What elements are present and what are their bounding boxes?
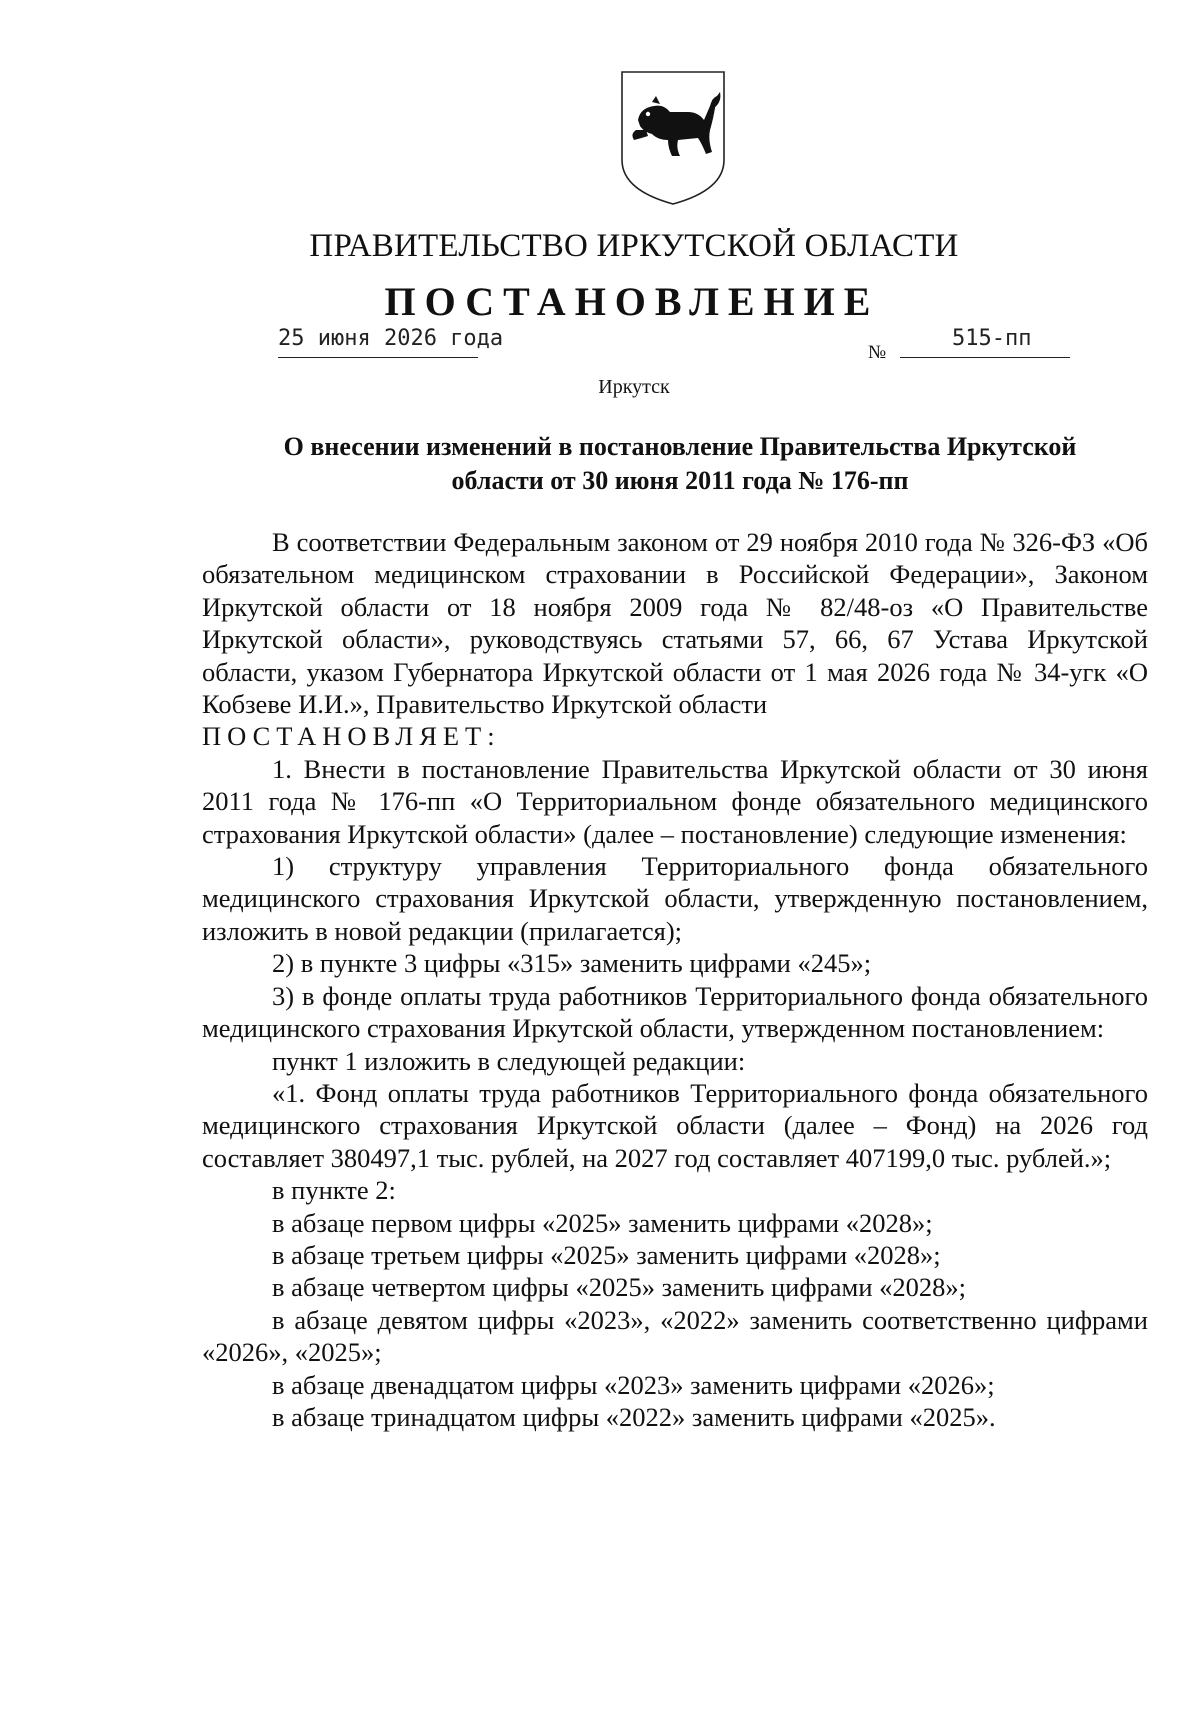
subclause-1: 1) структуру управления Территориального фонда обязательного медицинского страхования Иркутской области, утвержденную постановлением, изложить в новой редакции (прилагается); bbox=[202, 851, 1148, 946]
subclause-3: 3) в фонде оплаты труда работников Территориального фонда обязательного медицинского страхования Иркутской области, утвержденном постановлением: bbox=[202, 980, 1148, 1044]
amendment-line: в абзаце третьем цифры «2025» заменить цифрами «2028»; bbox=[272, 1239, 941, 1270]
document-type-heading: ПОСТАНОВЛЕНИЕ bbox=[384, 279, 880, 324]
amendment-line: в абзаце двенадцатом цифры «2023» заменить цифрами «2026»; bbox=[272, 1369, 995, 1400]
document-title: О внесении изменений в постановление Правительства Иркутской области от 30 июня 2011 года № 176-пп bbox=[283, 432, 1077, 495]
amendment-line: в абзаце первом цифры «2025» заменить цифрами «2028»; bbox=[272, 1207, 933, 1238]
amendment-line: в абзаце девятом цифры «2023», «2022» заменить соответственно цифрами «2026», «2025»; bbox=[202, 1304, 1148, 1368]
clause-1: 1. Внести в постановление Правительства Иркутской области от 30 июня 2011 года № 176-пп «О Территориальном фонде обязательного медицинского страхования Иркутской области» (далее – постановление) следующие изменения: bbox=[202, 753, 1148, 849]
number-label: № bbox=[868, 342, 887, 363]
amendment-line: в абзаце тринадцатом цифры «2022» заменить цифрами «2025». bbox=[272, 1401, 996, 1432]
amendment-line: в пункте 2: bbox=[272, 1175, 396, 1206]
coat-of-arms-emblem bbox=[618, 68, 728, 208]
government-name: ПРАВИТЕЛЬСТВО ИРКУТСКОЙ ОБЛАСТИ bbox=[309, 228, 959, 264]
document-body bbox=[202, 526, 1148, 1433]
quoted-clause: «1. Фонд оплаты труда работников Территориального фонда обязательного медицинского страхования Иркутской области (далее – Фонд) на 2026 год составляет 380497,1 тыс. рублей, на 2027 год составляет 407199,0 тыс. рублей.»; bbox=[202, 1077, 1148, 1173]
amendment-line: в абзаце четвертом цифры «2025» заменить цифрами «2028»; bbox=[272, 1272, 966, 1303]
document-number: 515-пп bbox=[900, 326, 1070, 358]
amendment-line: пункт 1 изложить в следующей редакции: bbox=[272, 1045, 746, 1076]
document-date: 25 июня 2026 года bbox=[278, 326, 478, 358]
city-name: Иркутск bbox=[598, 376, 670, 398]
preamble-paragraph: В соответствии Федеральным законом от 29 ноября 2010 года № 326-ФЗ «Об обязательном медицинском страховании в Российской Федерации», Законом Иркутской области от 18 ноября 2009 года № 82/48-оз «О Правительстве Иркутской области», руководствуясь статьями 57, 66, 67 Устава Иркутской области, указом Губернатора Иркутской области от 1 мая 2026 года № 34-угк «О Кобзеве И.И.», Правительство Иркутской области bbox=[202, 527, 1148, 720]
decree-word: ПОСТАНОВЛЯЕТ: bbox=[202, 721, 501, 752]
subclause-2: 2) в пункте 3 цифры «315» заменить цифрами «245»; bbox=[272, 948, 872, 979]
